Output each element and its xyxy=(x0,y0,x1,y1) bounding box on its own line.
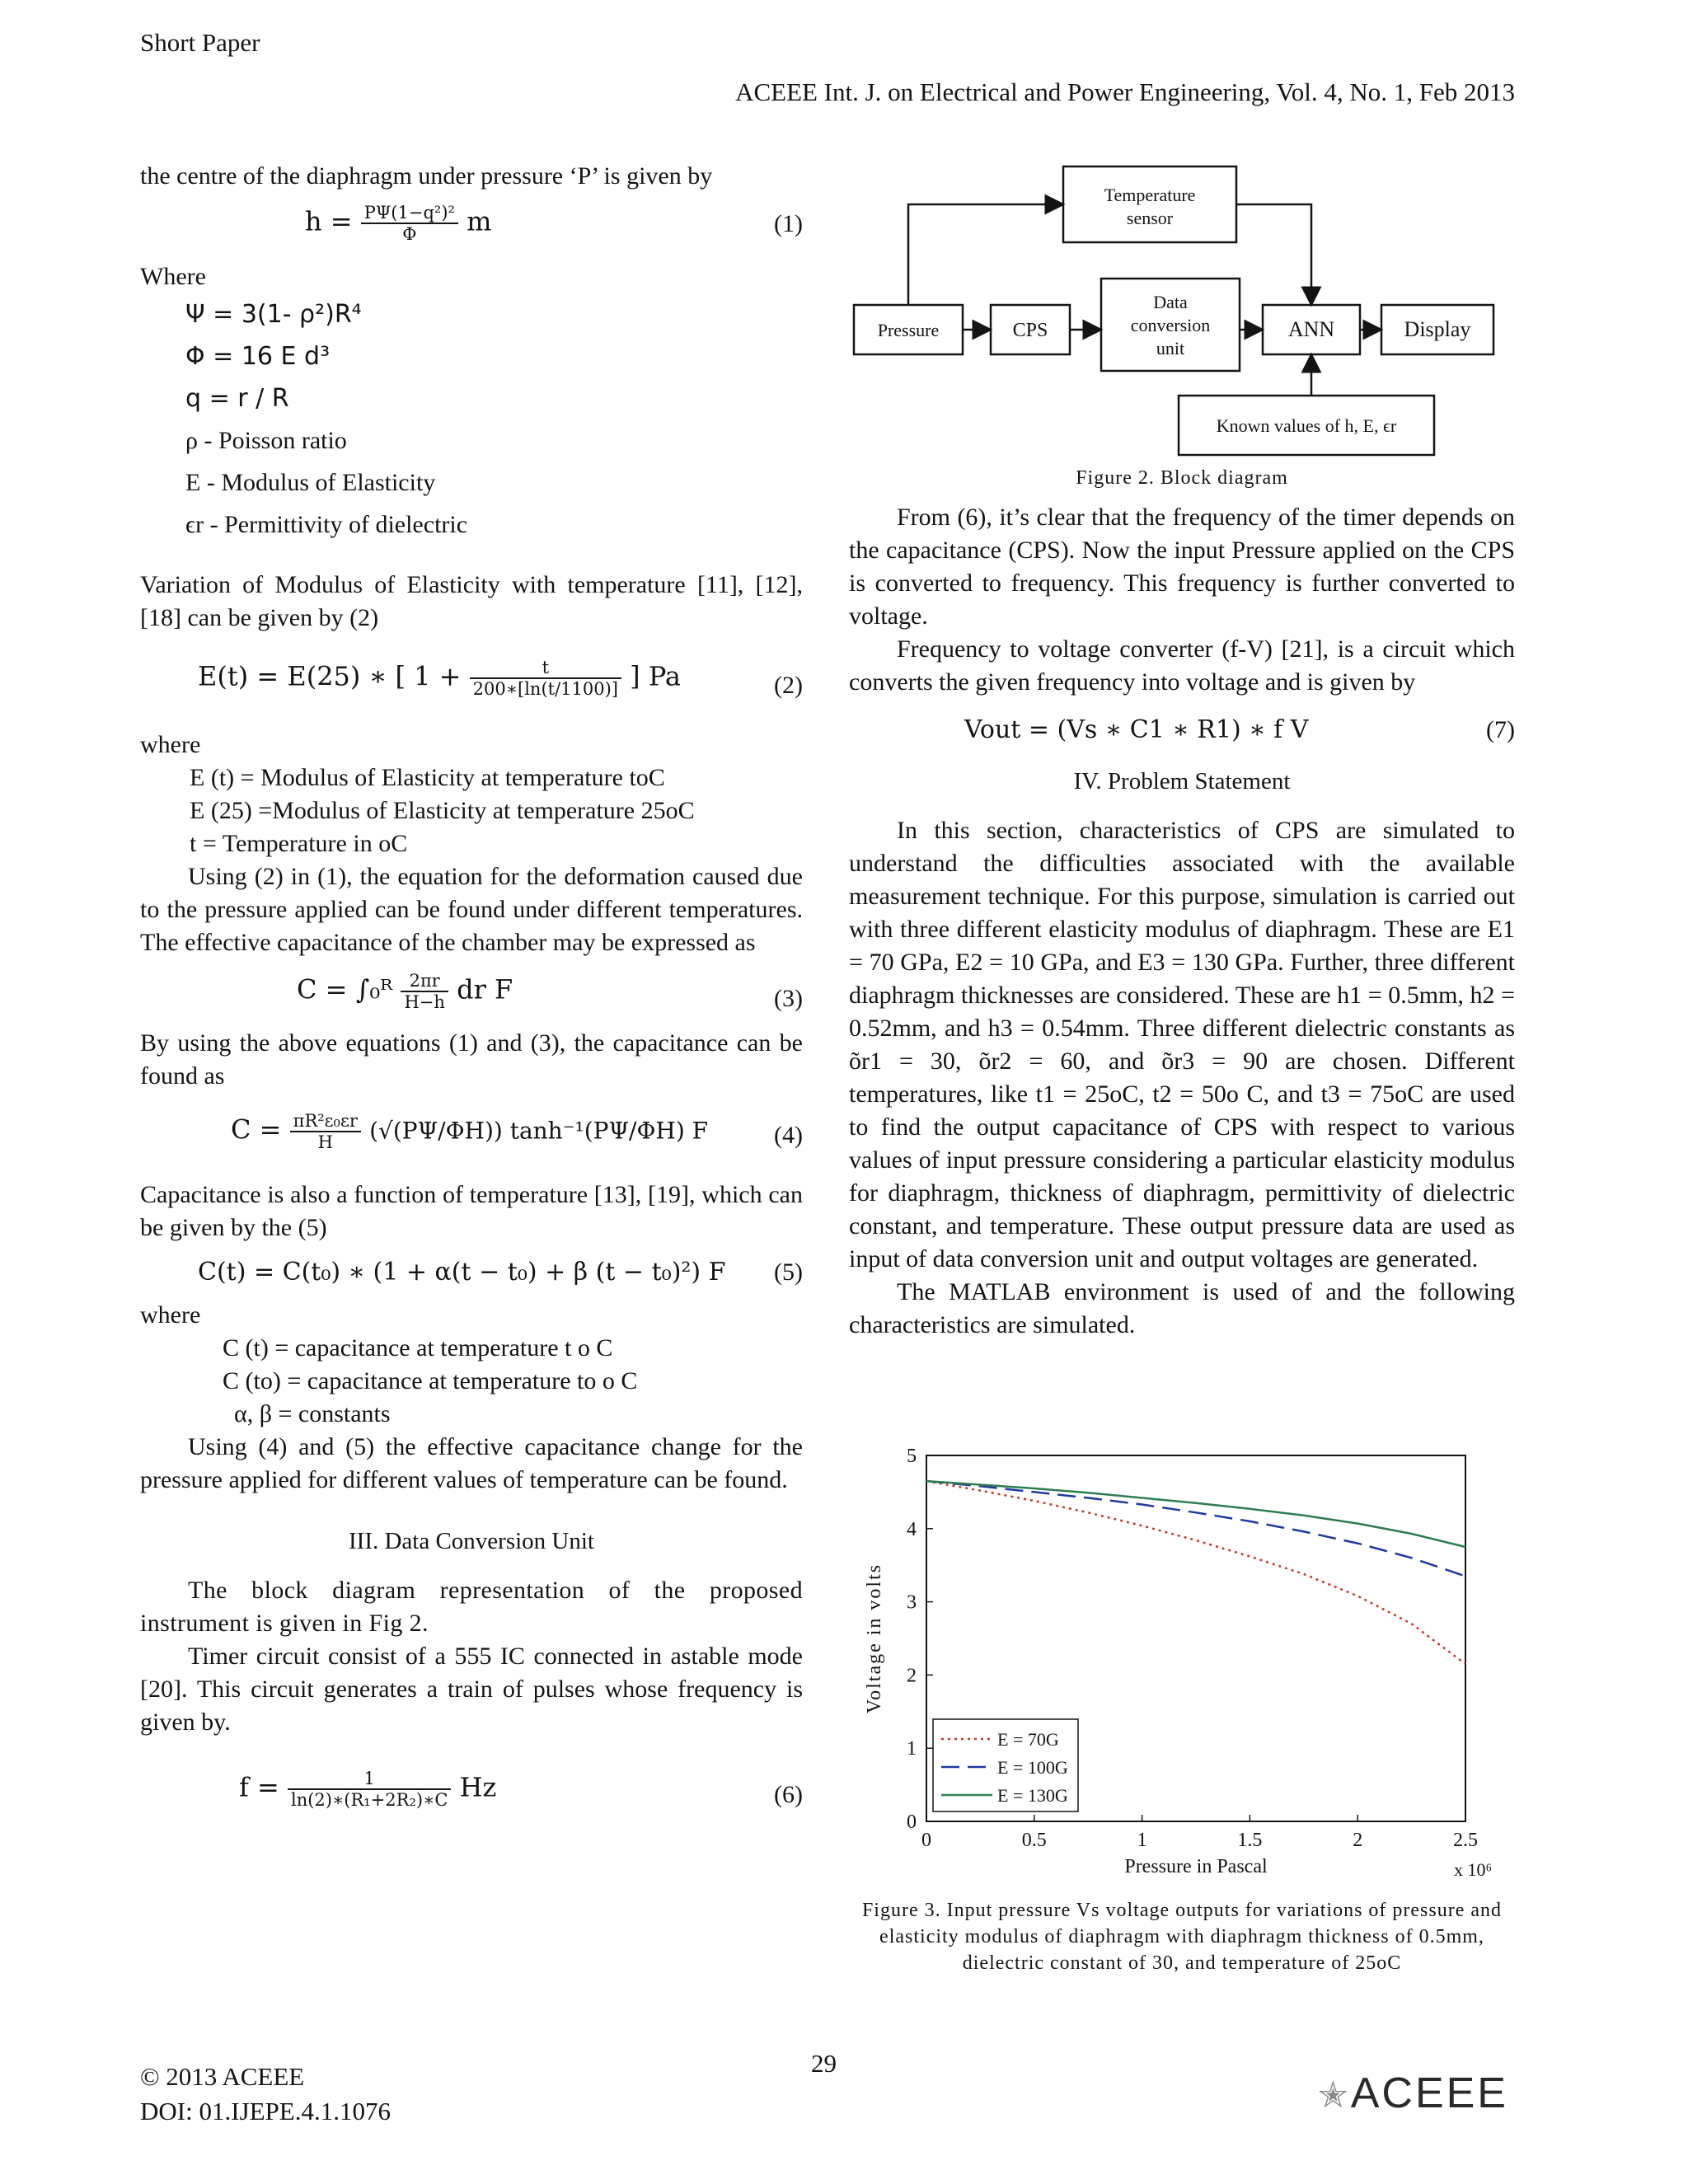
definition-item: C (to) = capacitance at temperature to o C xyxy=(223,1367,638,1394)
y-tick-label: 4 xyxy=(907,1518,917,1540)
definition-item: E (t) = Modulus of Elasticity at temperature toC xyxy=(190,764,665,791)
eq7-text: Vout = (Vs ∗ C1 ∗ R1) ∗ f V xyxy=(964,715,1309,744)
timer-paragraph: Timer circuit consist of a 555 IC connected in astable mode [20]. This circuit generates a train of pulses whose frequency is given by. xyxy=(140,1643,803,1736)
eq3-lhs: C = ∫₀ᴿ xyxy=(297,973,393,1005)
logo-star-icon: ✭ xyxy=(1317,2075,1351,2116)
legend-label: E = 100G xyxy=(997,1757,1068,1778)
x-tick-label: 0 xyxy=(921,1830,931,1851)
eq3-unit: dr F xyxy=(457,973,513,1005)
x-tick-label: 2.5 xyxy=(1453,1830,1478,1851)
right-column xyxy=(849,501,1515,1342)
eq7-number: (7) xyxy=(1486,716,1515,743)
matlab-paragraph: The MATLAB environment is used of and the following characteristics are simulated. xyxy=(849,1278,1515,1338)
where-label-2: where xyxy=(140,731,201,758)
running-head: Short Paper xyxy=(140,28,260,57)
eq1-number: (1) xyxy=(774,210,803,237)
equation-6 xyxy=(140,1760,803,1840)
temp-line-1: Temperature xyxy=(1104,185,1196,205)
voltage-pressure-chart xyxy=(849,1444,1515,1889)
eq5-text: C(t) = C(t₀) ∗ (1 + α(t − t₀) + β (t − t₀)²) F xyxy=(198,1258,726,1286)
capacitance-temperature-paragraph: Capacitance is also a function of temperature [13], [19], which can be given by the (5) xyxy=(140,1181,803,1241)
dcu-label xyxy=(1131,292,1211,359)
where-label-1: Where xyxy=(140,263,206,290)
equation-1 xyxy=(140,196,803,254)
eq3-number: (3) xyxy=(774,985,803,1012)
x-tick-label: 2 xyxy=(1353,1830,1363,1851)
y-tick-label: 1 xyxy=(907,1738,917,1760)
dcu-line-3: unit xyxy=(1156,338,1185,359)
definition-item: Ψ = 3(1- ρ²)R⁴ xyxy=(185,300,362,329)
section-heading-4: IV. Problem Statement xyxy=(1073,768,1291,794)
equation-3 xyxy=(140,963,803,1027)
eq6-number: (6) xyxy=(774,1781,803,1808)
eq4-fraction xyxy=(290,1111,361,1152)
connector-pressure-to-temp xyxy=(908,204,1063,305)
variation-paragraph: Variation of Modulus of Elasticity with temperature [11], [12], [18] can be given by (2) xyxy=(140,571,803,631)
eq2-number: (2) xyxy=(774,672,803,699)
eq3-denominator: H−h xyxy=(404,992,445,1012)
connector-temp-to-ann xyxy=(1236,204,1311,305)
using-4-5-paragraph: Using (4) and (5) the effective capacitance change for the pressure applied for different values of temperature can be found. xyxy=(140,1433,803,1493)
definition-item: E (25) =Modulus of Elasticity at temperature 25oC xyxy=(190,797,695,824)
definition-item: E - Modulus of Elasticity xyxy=(185,469,436,496)
eq4-denominator: H xyxy=(317,1132,333,1152)
problem-statement-paragraph: In this section, characteristics of CPS are simulated to understand the difficulties associated with the available measurement technique. For this purpose, simulation is carried out with three different elasticity modulus of diaphragm. These are E1 = 70 GPa, E2 = 10 GPa, and E3 = 130 GPa. Further, three different diaphragm thicknesses are considered. These are h1 = 0.5mm, h2 = 0.52mm, and h3 = 0.54mm. Three different dielectric constants as õr1 = 30, õr2 = 60, and õr3 = 90 are chosen. Different temperatures, like t1 = 25oC, t2 = 50o C, and t3 = 75oC are used to find the output capacitance of CPS with respect to various values of input pressure considering a particular elasticity modulus for diaphragm, thickness of diaphragm, permittivity of dielectric constant, and temperature. These output pressure data are used as input of data conversion unit and output voltages are generated. xyxy=(849,817,1515,1272)
pressure-label: Pressure xyxy=(877,320,940,340)
dcu-line-2: conversion xyxy=(1130,315,1211,335)
known-values-label: Known values of h, E, ϵr xyxy=(1216,415,1397,436)
cps-label: CPS xyxy=(1012,320,1048,341)
x-axis-label: Pressure in Pascal xyxy=(1124,1856,1268,1877)
eq4-unit: (√(PΨ/ΦH)) tanh⁻¹(PΨ/ΦH) F xyxy=(369,1117,709,1145)
definition-item: q = r / R xyxy=(185,384,289,413)
equation-2 xyxy=(140,646,803,729)
eq6-fraction xyxy=(288,1769,451,1810)
definition-item: α, β = constants xyxy=(234,1400,391,1427)
y-tick-label: 2 xyxy=(907,1665,917,1687)
eq2-unit: ] Pa xyxy=(630,660,681,692)
definitions-list-3 xyxy=(140,1332,803,1431)
eq1-denominator: Φ xyxy=(402,224,417,244)
legend-label: E = 130G xyxy=(997,1785,1068,1806)
block-diagram xyxy=(849,162,1515,475)
eq2-denominator: 200∗[ln(t/1100)] xyxy=(472,679,618,699)
eq1-numerator: PΨ(1−q²)² xyxy=(361,203,458,224)
f-v-paragraph: Frequency to voltage converter (f-V) [21], is a circuit which converts the given frequency into voltage and is given by xyxy=(849,635,1515,696)
dcu-line-1: Data xyxy=(1153,292,1188,312)
definition-item: ρ - Poisson ratio xyxy=(185,427,347,454)
display-label: Display xyxy=(1404,317,1471,341)
page-number: 29 xyxy=(811,2049,837,2078)
eq2-lhs: E(t) = E(25) ∗ [ 1 + xyxy=(198,660,462,692)
eq4-numerator: πR²ε₀εr xyxy=(290,1111,361,1132)
eq3-fraction xyxy=(401,971,448,1012)
journal-citation: ACEEE Int. J. on Electrical and Power Engineering, Vol. 4, No. 1, Feb 2013 xyxy=(735,77,1515,106)
eq6-unit: Hz xyxy=(459,1771,497,1803)
ann-label: ANN xyxy=(1287,317,1335,341)
definition-item: Φ = 16 E d³ xyxy=(185,342,331,371)
definition-item: t = Temperature in oC xyxy=(190,830,408,857)
definition-item: ϵr - Permittivity of dielectric xyxy=(185,511,468,538)
eq6-lhs: f = xyxy=(239,1771,279,1803)
block-diagram-paragraph: The block diagram representation of the proposed instrument is given in Fig 2. xyxy=(140,1577,803,1637)
eq2-fraction xyxy=(470,658,621,699)
logo-text: ACEEE xyxy=(1350,2069,1508,2117)
eq1-unit: m xyxy=(467,205,492,237)
where-label-3: where xyxy=(140,1301,201,1329)
x-tick-label: 0.5 xyxy=(1021,1830,1047,1851)
temp-line-2: sensor xyxy=(1126,208,1174,228)
using-2-paragraph: Using (2) in (1), the equation for the deformation caused due to the pressure applied can be found under different temperatures. The effective capacitance of the chamber may be expressed as xyxy=(140,863,803,956)
y-tick-label: 3 xyxy=(907,1591,917,1614)
y-tick-label: 0 xyxy=(907,1811,917,1833)
x-tick-label: 1 xyxy=(1137,1830,1147,1851)
legend-label: E = 70G xyxy=(997,1729,1059,1750)
copyright: © 2013 ACEEE xyxy=(140,2062,305,2091)
figure-3-caption: Figure 3. Input pressure Vs voltage outputs for variations of pressure and elasticity modulus of diaphragm with diaphragm thickness of 0.5mm, dielectric constant of 30, and temperature of 25oC xyxy=(861,1900,1503,1974)
eq2-numerator: t xyxy=(470,658,621,679)
x-multiplier-label: x 10⁶ xyxy=(1454,1859,1493,1880)
y-axis-label: Voltage in volts xyxy=(864,1563,885,1714)
eq4-lhs: C = xyxy=(231,1113,282,1146)
from-6-paragraph: From (6), it’s clear that the frequency of the timer depends on the capacitance (CPS). Now the input Pressure applied on the CPS is converted to frequency. This frequency is further converted to voltage. xyxy=(849,504,1515,630)
by-using-paragraph: By using the above equations (1) and (3), the capacitance can be found as xyxy=(140,1029,803,1090)
definitions-list-2 xyxy=(140,762,803,860)
eq4-number: (4) xyxy=(774,1122,803,1149)
eq1-lhs: h = xyxy=(305,205,353,237)
equation-7 xyxy=(849,705,1515,760)
aceee-logo xyxy=(1318,2069,1508,2118)
block-diagram-figure xyxy=(849,162,1515,508)
equation-5 xyxy=(140,1248,803,1299)
left-column xyxy=(140,160,803,1840)
figure-2-caption: Figure 2. Block diagram xyxy=(1076,467,1288,489)
doi: DOI: 01.IJEPE.4.1.1076 xyxy=(140,2097,391,2125)
definitions-list-1 xyxy=(140,293,803,546)
x-tick-label: 1.5 xyxy=(1237,1830,1263,1851)
section-heading-3: III. Data Conversion Unit xyxy=(349,1528,594,1554)
intro-paragraph: the centre of the diaphragm under pressure ‘P’ is given by xyxy=(140,162,713,190)
eq6-numerator: 1 xyxy=(288,1769,451,1790)
eq1-fraction xyxy=(361,203,458,244)
eq5-number: (5) xyxy=(774,1258,803,1286)
equation-4 xyxy=(140,1098,803,1179)
y-tick-label: 5 xyxy=(907,1446,917,1467)
temperature-sensor-label xyxy=(1104,185,1196,228)
definition-item: C (t) = capacitance at temperature t o C xyxy=(223,1334,613,1361)
figure-3 xyxy=(849,1444,1515,2004)
eq3-numerator: 2πr xyxy=(401,971,448,992)
eq6-denominator: ln(2)∗(R₁+2R₂)∗C xyxy=(291,1790,448,1810)
